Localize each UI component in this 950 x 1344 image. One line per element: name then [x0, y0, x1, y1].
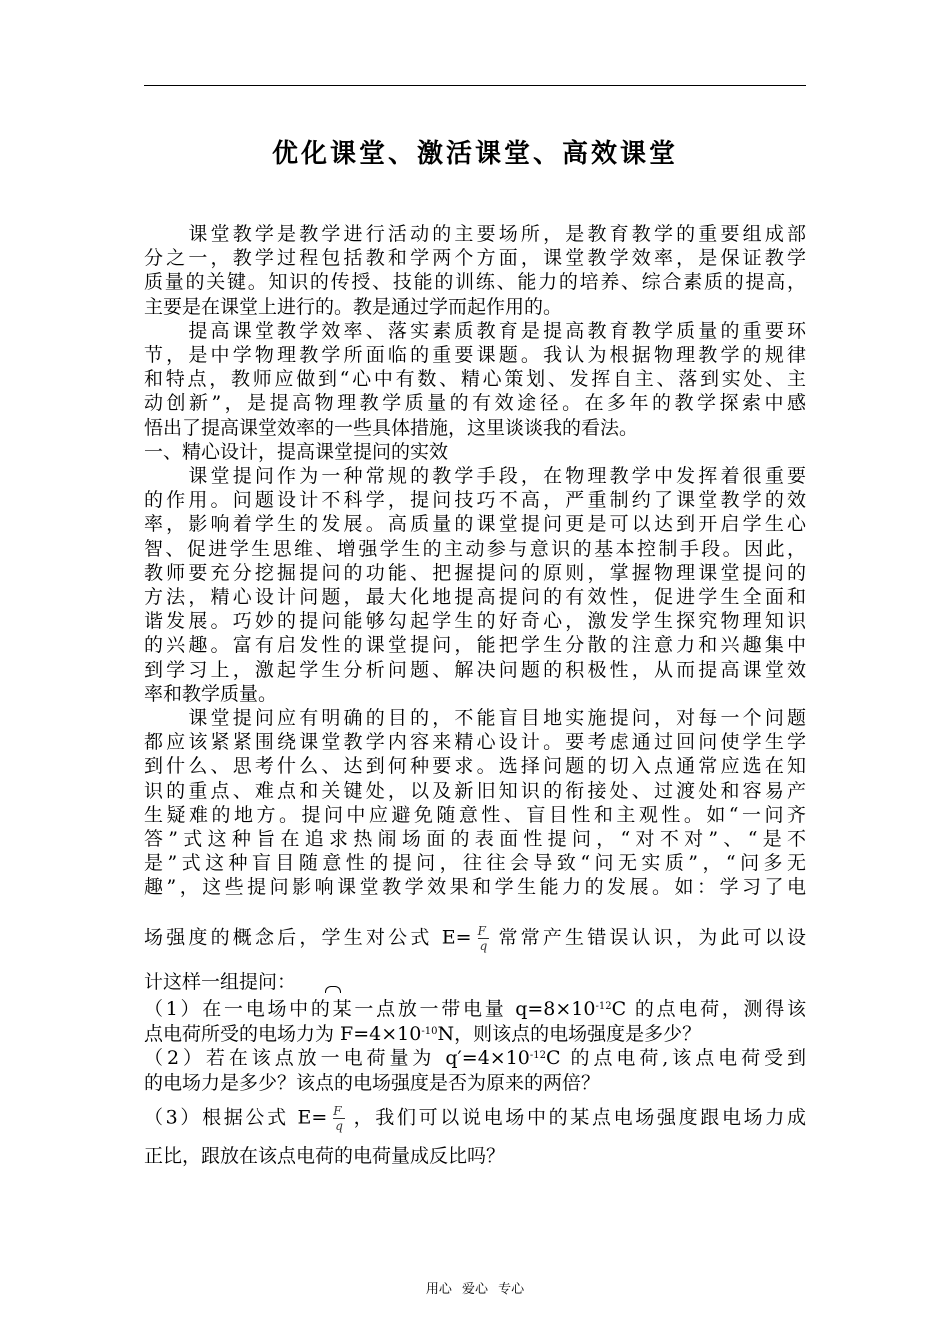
- text-segment: （2）若在该点放一电荷量为 q′=4×10: [144, 1047, 530, 1069]
- paragraph-line: 计这样一组提问：: [144, 971, 297, 993]
- question-3-line-b: 正比，跟放在该点电荷的电荷量成反比吗？: [144, 1145, 506, 1167]
- paragraph-line: 课堂教学是教学进行活动的主要场所，是教育教学的重要组成部: [144, 223, 806, 245]
- exponent: -12: [595, 1001, 612, 1012]
- paragraph-line: 方法，精心设计问题，最大化地提高提问的有效性，促进学生全面和: [144, 586, 806, 608]
- text-segment: N，则该点的电场强度是多少？: [437, 1023, 702, 1045]
- paragraph-line: 悟出了提高课堂效率的一些具体措施，这里谈谈我的看法。: [144, 416, 639, 439]
- paragraph-line: 主要是在课堂上进行的。教是通过学而起作用的。: [144, 295, 563, 318]
- text-segment: C 的点电荷,该点电荷受到: [546, 1047, 806, 1069]
- paragraph-line: 课堂提问应有明确的目的，不能盲目地实施提问，对每一个问题: [144, 707, 806, 729]
- exponent: -10: [421, 1026, 438, 1037]
- paragraph-line: 识的重点、难点和关键处，以及新旧知识的衔接处、过渡处和容易产: [144, 779, 806, 802]
- fraction-f-over-q: [478, 924, 490, 953]
- paragraph-line: 和特点，教师应做到“心中有数、精心策划、发挥自主、落到实处、主: [144, 368, 806, 391]
- exponent: -12: [529, 1050, 547, 1061]
- question-2-line-a: [144, 1046, 806, 1074]
- paragraph-line: 节，是中学物理教学所面临的重要课题。我认为根据物理教学的规律: [144, 344, 806, 366]
- header-rule: [144, 85, 806, 86]
- text-segment: C 的点电荷，测得该: [611, 998, 807, 1020]
- text-segment: 点电荷所受的电场力为 F=4×10: [144, 1023, 422, 1045]
- question-3-line-a: [144, 1104, 806, 1133]
- fraction-numerator: F: [477, 924, 486, 938]
- paragraph-line: 动创新”，是提高物理教学质量的有效途径。在多年的教学探索中感: [144, 392, 806, 415]
- paragraph-line: 趣”，这些提问影响课堂教学效果和学生能力的发展。如：学习了电: [144, 876, 806, 899]
- paragraph-line: 的兴趣。富有启发性的课堂提问，能把学生分散的注意力和兴趣集中: [144, 634, 806, 657]
- fraction-numerator: F: [333, 1104, 342, 1118]
- question-1-line-a: [144, 997, 806, 1025]
- paragraph-line: 分之一，教学过程包括教和学两个方面，课堂教学效率，是保证教学: [144, 247, 806, 270]
- formula-line-suffix: 常常产生错误认识，为此可以设: [495, 926, 806, 949]
- paragraph-line: 都应该紧紧围绕课堂教学内容来精心设计。要考虑通过回问使学生学: [144, 731, 806, 754]
- text-segment: ，我们可以说电场中的某点电场强度跟电场力成: [350, 1106, 806, 1129]
- page-footer: 用心 爱心 专心: [425, 1282, 525, 1297]
- paragraph-line: 率，影响着学生的发展。高质量的课堂提问更是可以达到开启学生心: [144, 513, 806, 536]
- paragraph-line: 生疑难的地方。提问中应避免随意性、盲目性和主观性。如“一问齐: [144, 803, 806, 826]
- paragraph-line: 谐发展。巧妙的提问能够勾起学生的好奇心，激发学生探究物理知识: [144, 610, 806, 633]
- fraction-denominator: q: [335, 1119, 343, 1133]
- fraction-f-over-q: [333, 1104, 345, 1133]
- paragraph-line: 质量的关键。知识的传授、技能的训练、能力的培养、综合素质的提高，: [144, 271, 806, 294]
- fraction-denominator: q: [479, 939, 488, 953]
- paragraph-line: 到什么、思考什么、达到何种要求。选择问题的切入点通常应选在知: [144, 755, 806, 778]
- paragraph-line: 率和教学质量。: [144, 682, 278, 705]
- paragraph-line: 是”式这种盲目随意性的提问，往往会导致“问无实质”，“问多无: [144, 852, 806, 875]
- formula-line: [144, 924, 806, 953]
- section-heading: 一、精心设计，提高课堂提问的实效: [144, 440, 449, 463]
- paragraph-line: 到学习上，激起学生分析问题、解决问题的积极性，从而提高课堂效: [144, 658, 806, 681]
- page-title: 优化课堂、激活课堂、高效课堂: [271, 139, 678, 169]
- paragraph-line: 课堂提问作为一种常规的教学手段，在物理教学中发挥着很重要: [144, 465, 806, 487]
- formula-line-prefix: 场强度的概念后，学生对公式 E=: [144, 926, 472, 949]
- text-segment: （1）在一电场中的某一点放一带电量 q=8×10: [144, 998, 596, 1020]
- annotation-mark: [325, 986, 341, 993]
- text-segment: （3）根据公式 E=: [144, 1106, 328, 1129]
- paragraph-line: 答”式这种旨在追求热闹场面的表面性提问，“对不对”、“是不: [144, 828, 806, 850]
- paragraph-line: 的作用。问题设计不科学，提问技巧不高，严重制约了课堂教学的效: [144, 489, 806, 512]
- question-2-line-b: 的电场力是多少？该点的电场强度是否为原来的两倍？: [144, 1072, 601, 1094]
- paragraph-line: 教师要充分挖掘提问的功能、把握提问的原则，掌握物理课堂提问的: [144, 561, 806, 584]
- paragraph-line: 提高课堂教学效率、落实素质教育是提高教育教学质量的重要环: [144, 319, 806, 342]
- paragraph-line: 智、促进学生思维、增强学生的主动参与意识的基本控制手段。因此，: [144, 537, 806, 560]
